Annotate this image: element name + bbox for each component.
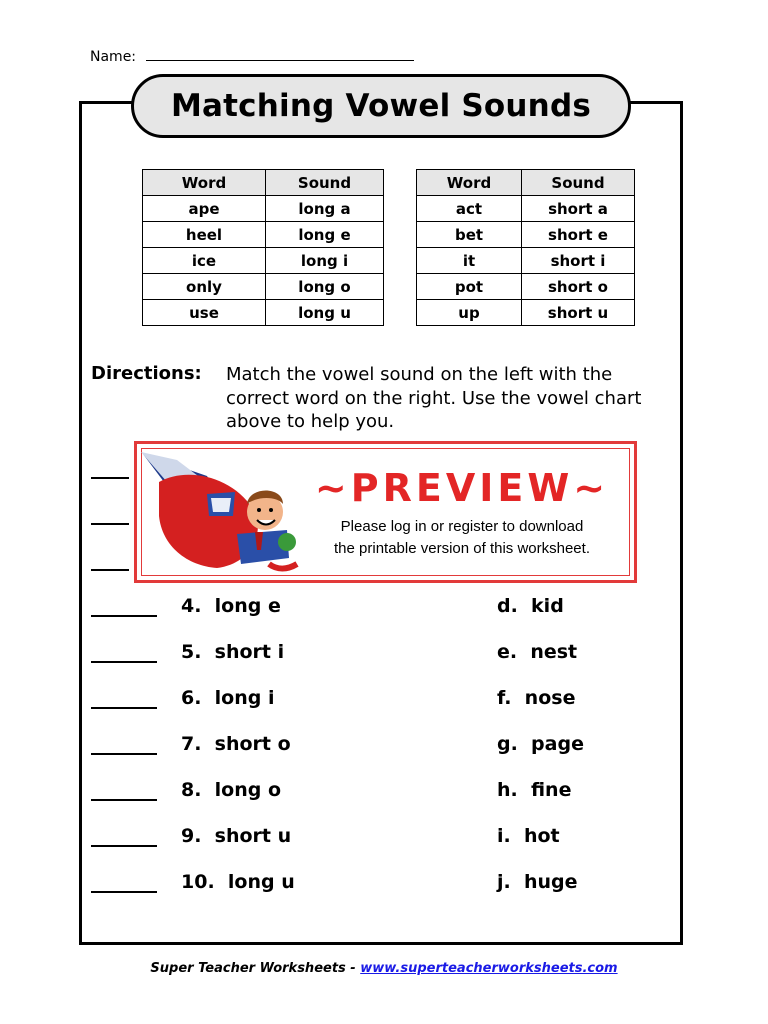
question-row: [0, 595, 768, 619]
directions-label: Directions:: [91, 363, 202, 384]
table-row: [143, 248, 384, 274]
short-vowel-table: [416, 169, 635, 326]
question-row: [0, 733, 768, 757]
sound-cell: short u: [522, 300, 635, 326]
question-row: [0, 825, 768, 849]
table-row: [417, 196, 635, 222]
sound-cell: long a: [266, 196, 384, 222]
word-cell: only: [143, 274, 266, 300]
question-item: 10. long u: [181, 871, 295, 893]
sound-cell: short i: [522, 248, 635, 274]
answer-blank[interactable]: [91, 707, 157, 709]
col-header-word: Word: [417, 170, 522, 196]
preview-title: ~PREVIEW~: [314, 466, 610, 510]
word-cell: it: [417, 248, 522, 274]
question-row: [0, 641, 768, 665]
question-item: 7. short o: [181, 733, 291, 755]
word-cell: up: [417, 300, 522, 326]
word-cell: ape: [143, 196, 266, 222]
question-item: 5. short i: [181, 641, 285, 663]
table-row: [143, 222, 384, 248]
question-item: 4. long e: [181, 595, 281, 617]
table-row: [417, 300, 635, 326]
sound-cell: long u: [266, 300, 384, 326]
answer-blank[interactable]: [91, 615, 157, 617]
word-cell: use: [143, 300, 266, 326]
question-item: 9. short u: [181, 825, 292, 847]
answer-blank[interactable]: [91, 845, 157, 847]
table-row: [143, 274, 384, 300]
answer-choice: j. huge: [497, 871, 578, 893]
long-vowel-table: [142, 169, 384, 326]
answer-choice: i. hot: [497, 825, 560, 847]
footer: [0, 961, 768, 976]
footer-separator: -: [345, 961, 361, 976]
title-banner: [131, 74, 631, 138]
preview-message-line-1: Please log in or register to download: [340, 518, 584, 535]
directions-text: Match the vowel sound on the left with the correct word on the right. Use the vowel chart above to help you.: [226, 364, 642, 432]
preview-banner[interactable]: [134, 441, 637, 583]
question-row: [0, 687, 768, 711]
col-header-word: Word: [143, 170, 266, 196]
word-cell: heel: [143, 222, 266, 248]
table-row: [417, 222, 635, 248]
table-row: [143, 300, 384, 326]
word-cell: act: [417, 196, 522, 222]
word-cell: ice: [143, 248, 266, 274]
answer-blank[interactable]: [91, 661, 157, 663]
question-row: [0, 779, 768, 803]
footer-link[interactable]: www.superteacherworksheets.com: [360, 961, 618, 976]
question-item: 6. long i: [181, 687, 275, 709]
sound-cell: long e: [266, 222, 384, 248]
answer-choice: d. kid: [497, 595, 564, 617]
word-cell: bet: [417, 222, 522, 248]
col-header-sound: Sound: [522, 170, 635, 196]
answer-blank-stub: [91, 523, 129, 525]
sound-cell: long o: [266, 274, 384, 300]
answer-blank-stub: [91, 477, 129, 479]
word-cell: pot: [417, 274, 522, 300]
superhero-mascot-icon: [137, 446, 302, 581]
sound-cell: short a: [522, 196, 635, 222]
answer-choice: f. nose: [497, 687, 576, 709]
sound-cell: long i: [266, 248, 384, 274]
page-title: Matching Vowel Sounds: [171, 88, 591, 124]
sound-cell: short o: [522, 274, 635, 300]
footer-brand: Super Teacher Worksheets: [150, 961, 346, 976]
table-row: [417, 274, 635, 300]
question-item: 8. long o: [181, 779, 282, 801]
answer-blank-stub: [91, 569, 129, 571]
answer-blank[interactable]: [91, 799, 157, 801]
answer-choice: g. page: [497, 733, 584, 755]
sound-cell: short e: [522, 222, 635, 248]
answer-blank[interactable]: [91, 891, 157, 893]
answer-choice: e. nest: [497, 641, 578, 663]
table-row: [143, 196, 384, 222]
preview-message-line-2: the printable version of this worksheet.: [334, 540, 590, 557]
name-blank[interactable]: [146, 47, 414, 61]
answer-blank[interactable]: [91, 753, 157, 755]
col-header-sound: Sound: [266, 170, 384, 196]
name-line: [90, 47, 414, 65]
answer-choice: h. fine: [497, 779, 572, 801]
table-row: [417, 248, 635, 274]
name-label: Name:: [90, 49, 137, 65]
question-row: [0, 871, 768, 895]
